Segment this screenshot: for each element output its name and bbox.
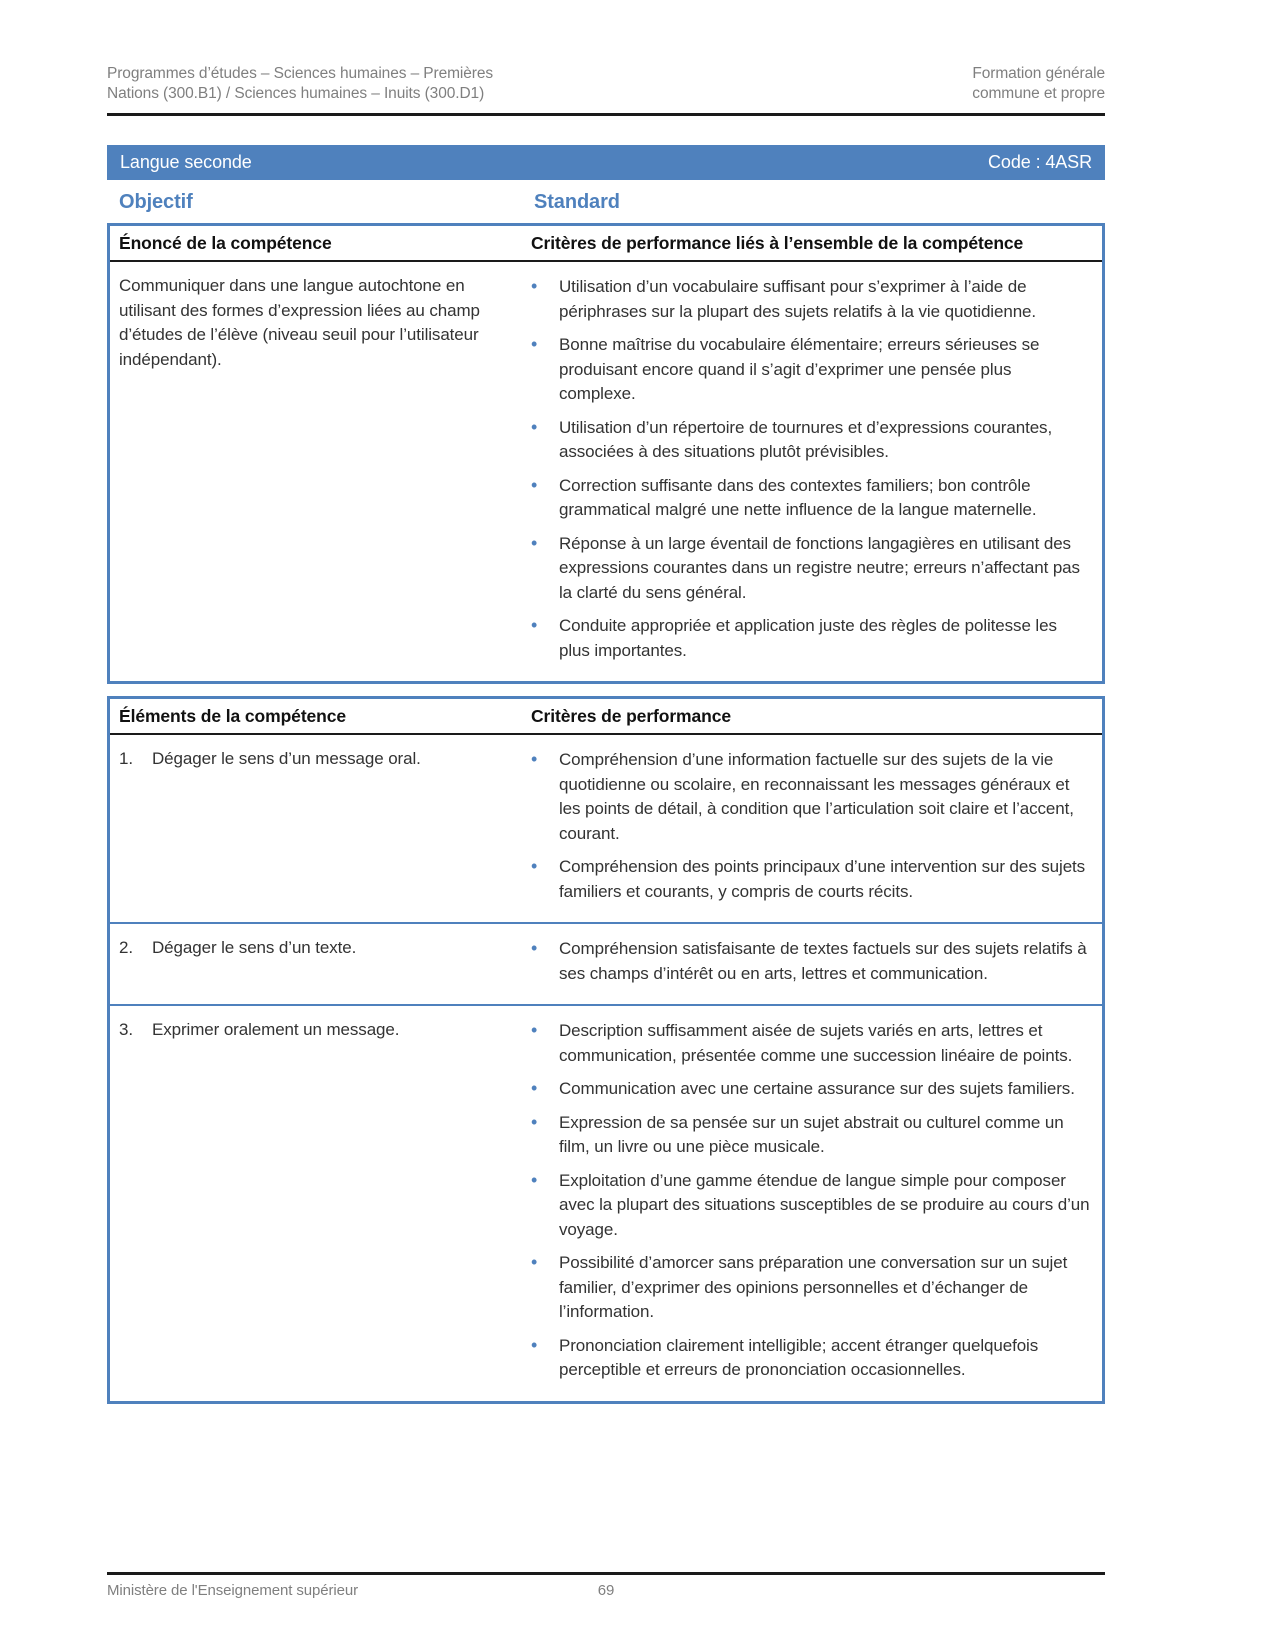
heading-standard: Standard <box>534 191 620 213</box>
table1-header-left: Énoncé de la compétence <box>119 233 332 253</box>
element-number: 3. <box>119 1020 133 1039</box>
bullet-icon: • <box>531 615 538 635</box>
table2-header-right: Critères de performance <box>531 706 732 726</box>
bullet-icon: • <box>531 938 538 958</box>
bullet-icon: • <box>531 1169 538 1190</box>
bullet-icon: • <box>531 276 538 296</box>
competence-statement: Communiquer dans une langue autochtone en utilisant des formes d’expression liées au champ d’études de l’élève (niveau seuil pour l’utilisateur indépendant). <box>119 276 480 369</box>
element-3 <box>110 1012 522 1392</box>
bullet-icon: • <box>531 1020 538 1040</box>
criteria-item: • Utilisation d’un répertoire de tournures et d’expressions courantes, associées à des situations plutôt prévisibles. <box>531 416 1053 461</box>
footer-page-number: 69 <box>597 1582 615 1599</box>
page-header-right <box>972 64 1105 104</box>
header-left-line1: Programmes d’études – Sciences humaines – Premières <box>107 65 494 82</box>
criteria-item: • Conduite appropriée et application juste des règles de politesse les plus importantes. <box>531 615 1057 660</box>
criteria-item: • Prononciation clairement intelligible; accent étranger quelquefois perceptible et erreurs de prononciation occasionnelles. <box>531 1334 1039 1379</box>
bullet-icon: • <box>531 1078 538 1098</box>
table2-row-1 <box>110 735 1102 924</box>
bullet-icon: • <box>531 856 538 876</box>
course-banner <box>107 145 1105 180</box>
criteria-item: • Expression de sa pensée sur un sujet abstrait ou culturel comme un film, un livre ou une pièce musicale. <box>531 1111 1064 1156</box>
header-right-line2: commune et propre <box>972 85 1105 102</box>
footer-ministry: Ministère de l'Enseignement supérieur <box>107 1582 358 1599</box>
criteria-item: • Communication avec une certaine assurance sur des sujets familiers. <box>522 1077 1092 1102</box>
table2-row-3 <box>110 1006 1102 1401</box>
criteria-item: • Réponse à un large éventail de fonctions langagières en utilisant des expressions courantes dans un registre neutre; erreurs n’affectant pas la clarté du sens général. <box>531 532 1080 602</box>
bullet-icon: • <box>531 474 538 495</box>
bullet-icon: • <box>531 334 538 354</box>
element-1 <box>110 741 522 913</box>
criteria-item: • Exploitation d’une gamme étendue de langue simple pour composer avec la plupart des situations susceptibles de se produire au cours d’un voyage. <box>531 1169 1090 1239</box>
course-code: Code : 4ASR <box>988 152 1092 172</box>
heading-objectif: Objectif <box>119 191 193 213</box>
row1-criteria-list <box>522 741 1102 913</box>
table1-header-row <box>110 226 1102 262</box>
page-header-left <box>107 64 493 104</box>
page-content <box>107 145 1105 1404</box>
table1-body-row <box>110 262 1102 681</box>
criteria-item: • Bonne maîtrise du vocabulaire élémentaire; erreurs sérieuses se produisant encore quand il s’agit d’exprimer une pensée plus complexe. <box>531 334 1040 403</box>
row3-criteria-list <box>522 1012 1102 1392</box>
bullet-icon: • <box>531 532 538 553</box>
element-number: 2. <box>119 938 133 957</box>
page-header <box>107 64 1105 116</box>
bullet-icon: • <box>531 416 538 437</box>
element-label: Dégager le sens d’un texte. <box>152 938 357 957</box>
criteria-item: • Description suffisamment aisée de sujets variés en arts, lettres et communication, présentée comme une succession linéaire de points. <box>531 1020 1073 1065</box>
criteria-item: • Compréhension satisfaisante de textes factuels sur des sujets relatifs à ses champs d’intérêt ou en arts, lettres et communication. <box>531 938 1087 983</box>
table2-header-row <box>110 699 1102 735</box>
page-footer <box>107 1572 1105 1599</box>
bullet-icon: • <box>531 1252 538 1272</box>
criteria-item: • Utilisation d’un vocabulaire suffisant pour s’exprimer à l’aide de périphrases sur la plupart des sujets relatifs à la vie quotidienne. <box>531 276 1037 321</box>
header-left-line2: Nations (300.B1) / Sciences humaines – Inuits (300.D1) <box>107 85 485 102</box>
bullet-icon: • <box>531 1334 538 1355</box>
header-right-line1: Formation générale <box>972 65 1105 82</box>
element-number: 1. <box>119 749 133 768</box>
column-headings <box>107 180 1105 223</box>
table1-criteria-list <box>522 268 1102 672</box>
element-label: Dégager le sens d’un message oral. <box>152 749 421 768</box>
element-label: Exprimer oralement un message. <box>152 1020 400 1039</box>
row2-criteria-list <box>522 930 1102 995</box>
criteria-item: • Compréhension des points principaux d’une intervention sur des sujets familiers et courants, y compris de courts récits. <box>531 856 1086 901</box>
table1-header-right: Critères de performance liés à l’ensemble de la compétence <box>531 233 1024 253</box>
bullet-icon: • <box>531 749 538 769</box>
criteria-item: • Compréhension d’une information factuelle sur des sujets de la vie quotidienne ou scolaire, en reconnaissant les messages généraux et les points de détail, à condition que l’articulation soit claire et l’accent, courant. <box>531 749 1074 843</box>
table2-row-2 <box>110 924 1102 1006</box>
bullet-icon: • <box>531 1111 538 1132</box>
table2-header-left: Éléments de la compétence <box>119 706 347 726</box>
criteria-item: • Possibilité d’amorcer sans préparation une conversation sur un sujet familier, d’exprimer des opinions personnelles et d’échanger de l’information. <box>531 1252 1068 1321</box>
course-title: Langue seconde <box>120 152 252 172</box>
element-2 <box>110 930 522 995</box>
competence-statement-table <box>107 223 1105 684</box>
competence-elements-table <box>107 696 1105 1404</box>
criteria-item: • Correction suffisante dans des contextes familiers; bon contrôle grammatical malgré une nette influence de la langue maternelle. <box>531 474 1037 519</box>
